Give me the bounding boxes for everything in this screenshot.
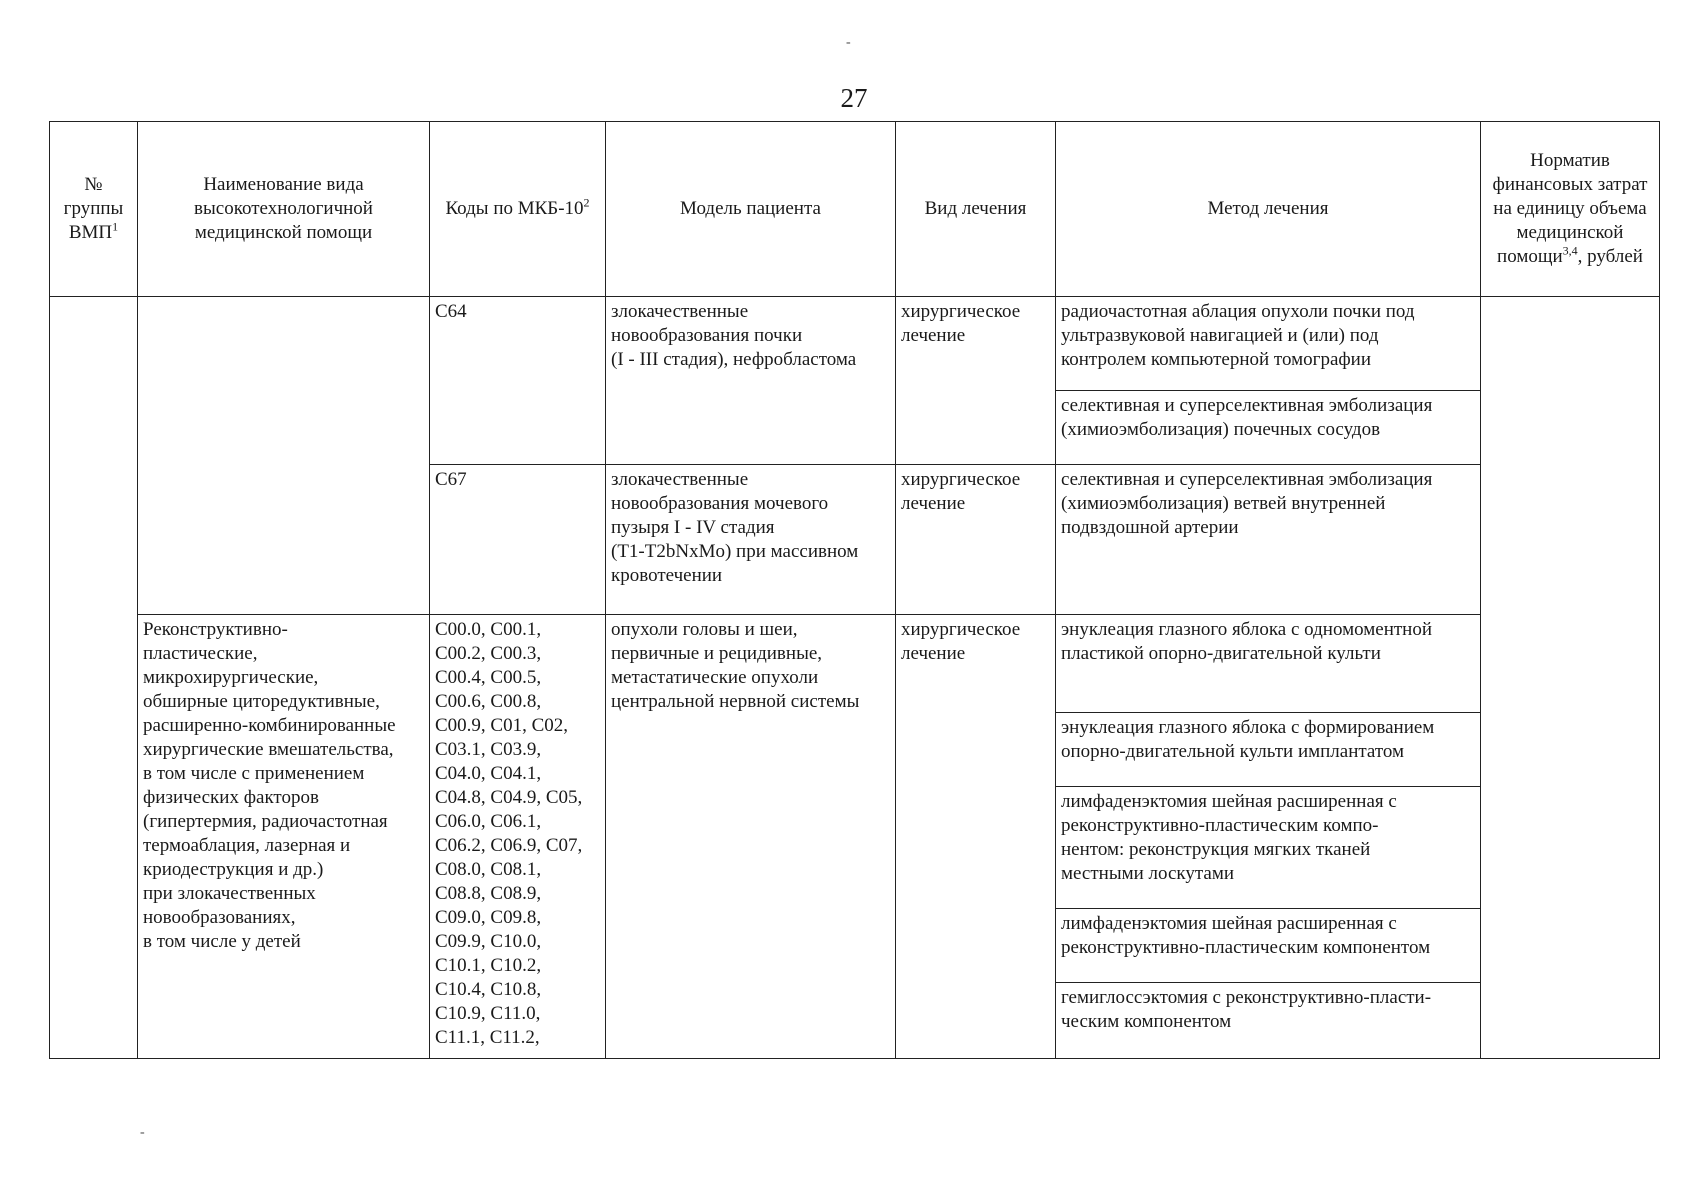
header-patient-model: Модель пациента — [606, 122, 896, 297]
cell-treatment-method: лимфаденэктомия шейная расширенная с реконструктивно-пластическим компонентом — [1056, 909, 1481, 983]
header-group-no: № группы ВМП$^1$ — [50, 122, 138, 297]
table-row — [50, 615, 1660, 713]
cell-treatment-method: энуклеация глазного яблока с одномоментной пластикой опорно-двигательной культи — [1056, 615, 1481, 713]
cell-patient-model: злокачественные новообразования мочевого пузыря I - IV стадия (T1-T2bNxMo) при массивном кровотечении — [606, 465, 896, 615]
cell-treatment-method: селективная и суперселективная эмболизация (химиоэмболизация) почечных сосудов — [1056, 391, 1481, 465]
header-care-name: Наименование вида высокотехнологичной медицинской помощи — [138, 122, 430, 297]
cell-treatment-method: лимфаденэктомия шейная расширенная с реконструктивно-пластическим компо- нентом: реконструкция мягких тканей местными лоскутами — [1056, 787, 1481, 909]
cell-treatment-type: хирургическое лечение — [896, 297, 1056, 465]
table-row — [50, 297, 1660, 391]
cell-icd-codes: C00.0, C00.1, C00.2, C00.3, C00.4, C00.5, C00.6, C00.8, C00.9, C01, C02, C03.1, C03.9, C04.0, C04.1, C04.8, C04.9, C05, C06.0, C06.1, C06.2, C06.9, C07, C08.0, C08.1, C08.8, C08.9, C09.0, C09.8, C09.9, C10.0, C10.1, C10.2, C10.4, C10.8, C10.9, C11.0, C11.1, C11.2, — [430, 615, 606, 1059]
cell-group-no — [50, 297, 138, 1059]
header-icd-codes: Коды по МКБ-$10^2$ — [430, 122, 606, 297]
cell-treatment-method: радиочастотная аблация опухоли почки под ультразвуковой навигацией и (или) под контролем компьютерной томографии — [1056, 297, 1481, 391]
hi-tech-care-table — [49, 121, 1660, 1059]
cell-care-name: Реконструктивно- пластические, микрохирургические, обширные циторедуктивные, расширенно-комбинированные хирургические вмешательства, в том числе с применением физических факторов (гипертермия, радиочастотная термоаблация, лазерная и криодеструкция и др.) при злокачественных новообразованиях, в том числе у детей — [138, 615, 430, 1059]
cell-care-name — [138, 297, 430, 615]
table-header-row — [50, 122, 1660, 297]
cell-treatment-method: энуклеация глазного яблока с формированием опорно-двигательной культи имплантатом — [1056, 713, 1481, 787]
header-treatment-type: Вид лечения — [896, 122, 1056, 297]
cell-icd-codes: C64 — [430, 297, 606, 465]
header-treatment-method: Метод лечения — [1056, 122, 1481, 297]
scan-artifact-mark: - — [846, 35, 851, 50]
cell-patient-model: опухоли головы и шеи, первичные и рецидивные, метастатические опухоли центральной нервной системы — [606, 615, 896, 1059]
header-cost-norm: Норматив финансовых затрат на единицу объема медицинской помощи$^{3,4}$, рублей — [1481, 122, 1660, 297]
cell-patient-model: злокачественные новообразования почки (I - III стадия), нефробластома — [606, 297, 896, 465]
cell-treatment-method: селективная и суперселективная эмболизация (химиоэмболизация) ветвей внутренней подвздошной артерии — [1056, 465, 1481, 615]
page-number: 27 — [840, 83, 868, 113]
cell-cost-norm — [1481, 297, 1660, 1059]
cell-treatment-method: гемиглоссэктомия с реконструктивно-пласти- ческим компонентом — [1056, 983, 1481, 1059]
scan-artifact-mark: - — [140, 1125, 145, 1140]
cell-treatment-type: хирургическое лечение — [896, 465, 1056, 615]
cell-icd-codes: C67 — [430, 465, 606, 615]
cell-treatment-type: хирургическое лечение — [896, 615, 1056, 1059]
